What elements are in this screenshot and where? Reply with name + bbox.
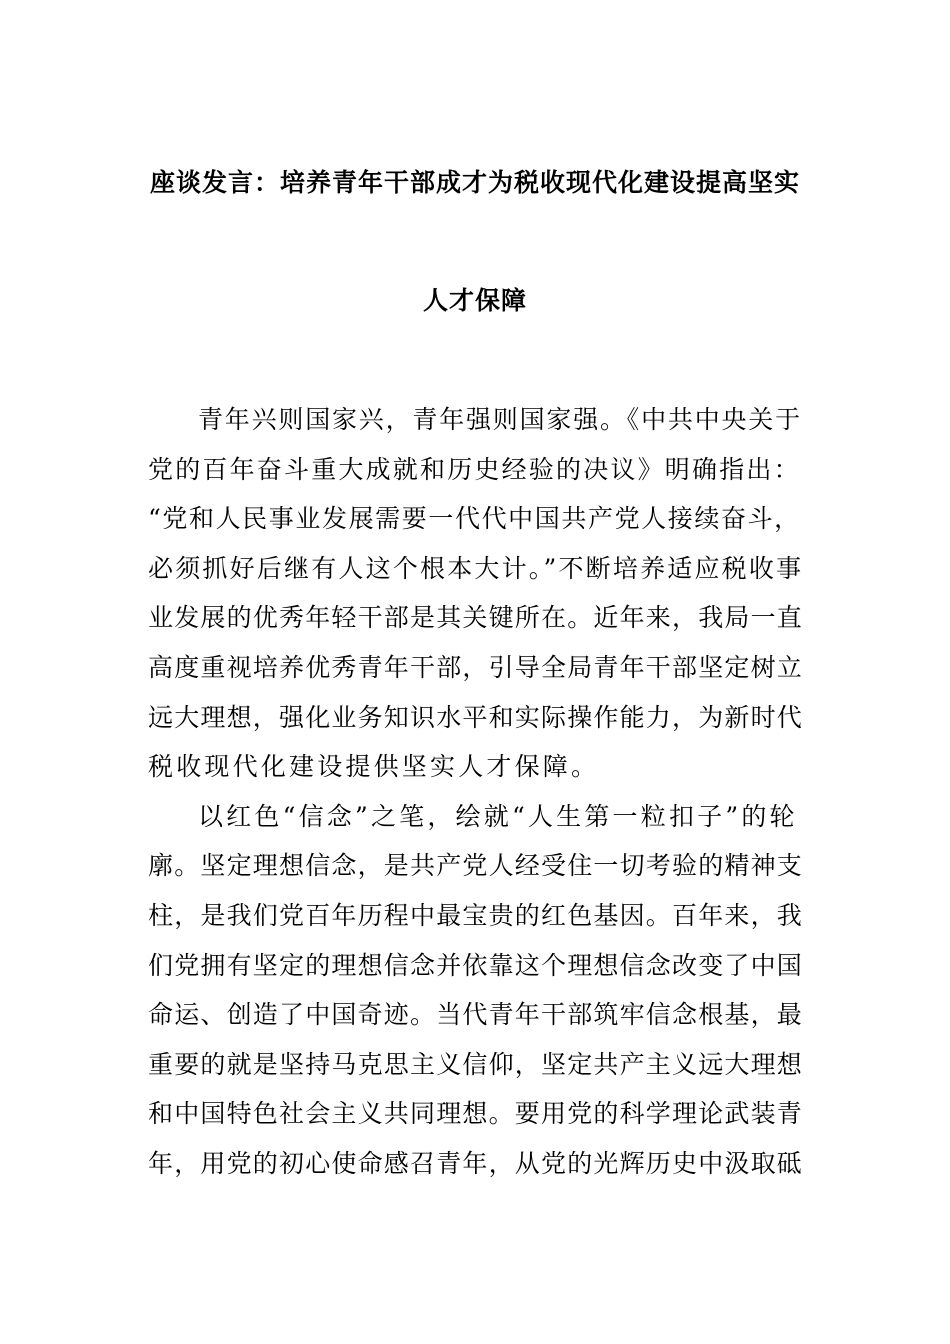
paragraph-2 bbox=[148, 792, 804, 1189]
paragraph-line: 必须抓好后继有人这个根本大计。”不断培养适应税收事 bbox=[148, 553, 804, 583]
paragraph-line: 以红色“信念”之笔，绘就“人生第一粒扣子”的轮 bbox=[198, 801, 798, 831]
document-title-line-2: 人才保障 bbox=[422, 286, 527, 315]
document-body bbox=[148, 395, 804, 1189]
paragraph-line: 高度重视培养优秀青年干部，引导全局青年干部坚定树立 bbox=[148, 652, 804, 682]
paragraph-line: 命运、创造了中国奇迹。当代青年干部筑牢信念根基，最 bbox=[148, 1000, 804, 1030]
paragraph-line: 青年兴则国家兴，青年强则国家强。《中共中央关于 bbox=[198, 405, 802, 434]
paragraph-line: 远大理想，强化业务知识水平和实际操作能力，为新时代 bbox=[148, 702, 804, 732]
paragraph-1 bbox=[148, 395, 804, 792]
paragraph-line: 党的百年奋斗重大成就和历史经验的决议》明确指出： bbox=[148, 454, 801, 484]
paragraph-line: 廓。坚定理想信念，是共产党人经受住一切考验的精神支 bbox=[148, 851, 804, 881]
paragraph-line: “党和人民事业发展需要一代代中国共产党人接续奋斗， bbox=[148, 504, 801, 534]
paragraph-line: 重要的就是坚持马克思主义信仰，坚定共产主义远大理想 bbox=[148, 1049, 804, 1079]
paragraph-line: 业发展的优秀年轻干部是其关键所在。近年来，我局一直 bbox=[148, 603, 804, 633]
paragraph-line: 们党拥有坚定的理想信念并依靠这个理想信念改变了中国 bbox=[148, 950, 804, 980]
paragraph-line: 税收现代化建设提供坚实人才保障。 bbox=[148, 752, 600, 782]
paragraph-line: 年，用党的初心使命感召青年，从党的光辉历史中汲取砥 bbox=[148, 1148, 804, 1178]
paragraph-line: 柱，是我们党百年历程中最宝贵的红色基因。百年来，我 bbox=[148, 900, 804, 930]
document-title-line-1: 座谈发言：培养青年干部成才为税收现代化建设提高坚实 bbox=[149, 168, 800, 197]
paragraph-line: 和中国特色社会主义共同理想。要用党的科学理论武装青 bbox=[148, 1099, 804, 1129]
